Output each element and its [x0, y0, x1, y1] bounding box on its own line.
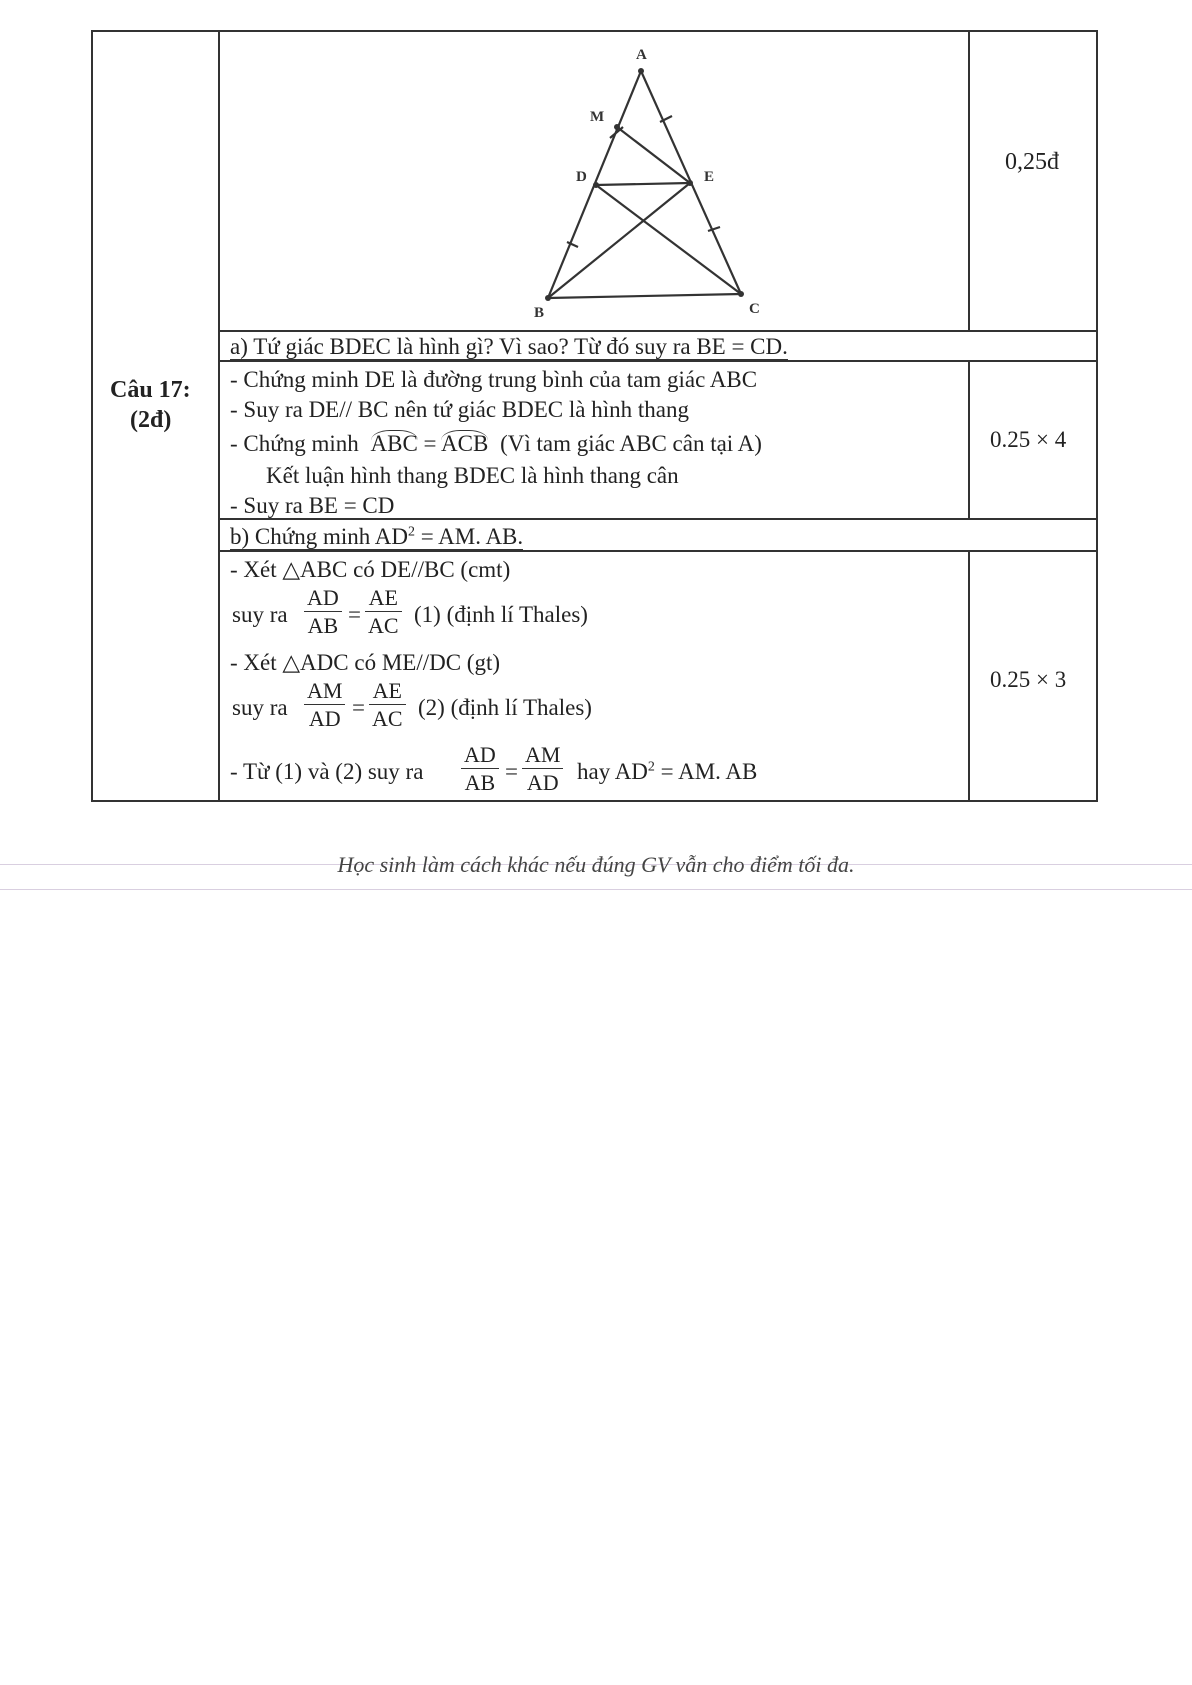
- footer-note: Học sinh làm cách khác nếu đúng GV vẫn cho điểm tối đa.: [337, 852, 855, 877]
- table-top-border: [91, 30, 1098, 32]
- angle-acb: ACB: [441, 431, 489, 456]
- table-left-border: [91, 30, 93, 802]
- part-b-line4-prefix: suy ra: [232, 695, 288, 720]
- label-a: A: [636, 47, 647, 63]
- part-b-line1: - Xét △ABC có DE//BC (cmt): [230, 557, 511, 582]
- eq-sign-3: =: [505, 759, 518, 784]
- label-c: C: [749, 301, 760, 317]
- column-divider-1: [218, 30, 220, 802]
- part-a-line5: - Suy ra BE = CD: [230, 493, 395, 518]
- column-divider-2: [968, 30, 970, 330]
- segment-de: [596, 183, 690, 185]
- part-b-score: 0.25 × 3: [990, 667, 1067, 692]
- eq-sign-2: =: [352, 695, 365, 720]
- column-divider-2c: [968, 550, 970, 802]
- part-a-line1: - Chứng minh DE là đường trung bình của tam giác ABC: [230, 367, 758, 392]
- part-b-line5-prefix: - Từ (1) và (2) suy ra: [230, 759, 424, 784]
- part-b-line2-suffix: (1) (định lí Thales): [414, 602, 588, 627]
- fraction-ae-ac: $\frac{AE}{AC}$: [365, 587, 402, 637]
- angle-equals: =: [423, 431, 437, 456]
- part-b-line5-sup: 2: [647, 759, 655, 775]
- table-bottom-border: [91, 800, 1098, 802]
- question-points: (2đ): [130, 407, 172, 433]
- part-b-title-prefix: b) Chứng minh AD: [230, 524, 408, 549]
- part-a-title: a) Tứ giác BDEC là hình gì? Vì sao? Từ đó suy ra BE = CD.: [230, 334, 788, 359]
- part-a-line4: Kết luận hình thang BDEC là hình thang cân: [266, 463, 679, 488]
- angle-abc: ABC: [370, 431, 418, 456]
- part-b-title-suffix: = AM. AB.: [414, 524, 524, 549]
- fraction-ad-ab-2: $\frac{AD}{AB}$: [461, 744, 499, 794]
- row-divider-figure: [218, 330, 1098, 332]
- part-b-line5-suffix: = AM. AB: [654, 759, 758, 784]
- part-a-score: 0.25 × 4: [990, 427, 1067, 452]
- label-m: M: [590, 109, 605, 125]
- fraction-ae-ac-2: $\frac{AE}{AC}$: [369, 680, 406, 730]
- fraction-am-ad-2: $\frac{AM}{AD}$: [522, 744, 563, 794]
- part-a-line3: [230, 432, 762, 455]
- part-b-line3: - Xét △ADC có ME//DC (gt): [230, 650, 501, 675]
- triangle-figure: [520, 45, 780, 325]
- row-divider-a-title: [218, 360, 1098, 362]
- segment-bc: [548, 294, 741, 298]
- part-a-line3-prefix: - Chứng minh: [230, 431, 359, 456]
- part-a-line3-suffix: (Vì tam giác ABC cân tại A): [500, 431, 762, 456]
- table-right-border: [1096, 30, 1098, 802]
- score-figure: 0,25đ: [1005, 149, 1059, 175]
- part-b-line2-prefix: suy ra: [232, 602, 288, 627]
- part-b-line4-suffix: (2) (định lí Thales): [418, 695, 592, 720]
- part-b-line5-mid: hay AD: [577, 759, 648, 784]
- eq-sign-1: =: [348, 602, 361, 627]
- fraction-am-ad: $\frac{AM}{AD}$: [304, 680, 345, 730]
- part-b-title: [230, 525, 523, 550]
- part-a-line2: - Suy ra DE// BC nên tứ giác BDEC là hình thang: [230, 397, 689, 422]
- question-label: Câu 17:: [110, 377, 191, 403]
- column-divider-2b: [968, 360, 970, 518]
- label-d: D: [576, 169, 587, 185]
- label-e: E: [704, 169, 715, 185]
- row-divider-b-title: [218, 550, 1098, 552]
- label-b: B: [534, 305, 545, 321]
- part-b-line5-conclusion: [577, 760, 757, 783]
- part-b-title-sup: 2: [407, 524, 415, 540]
- fraction-ad-ab: $\frac{AD}{AB}$: [304, 587, 342, 637]
